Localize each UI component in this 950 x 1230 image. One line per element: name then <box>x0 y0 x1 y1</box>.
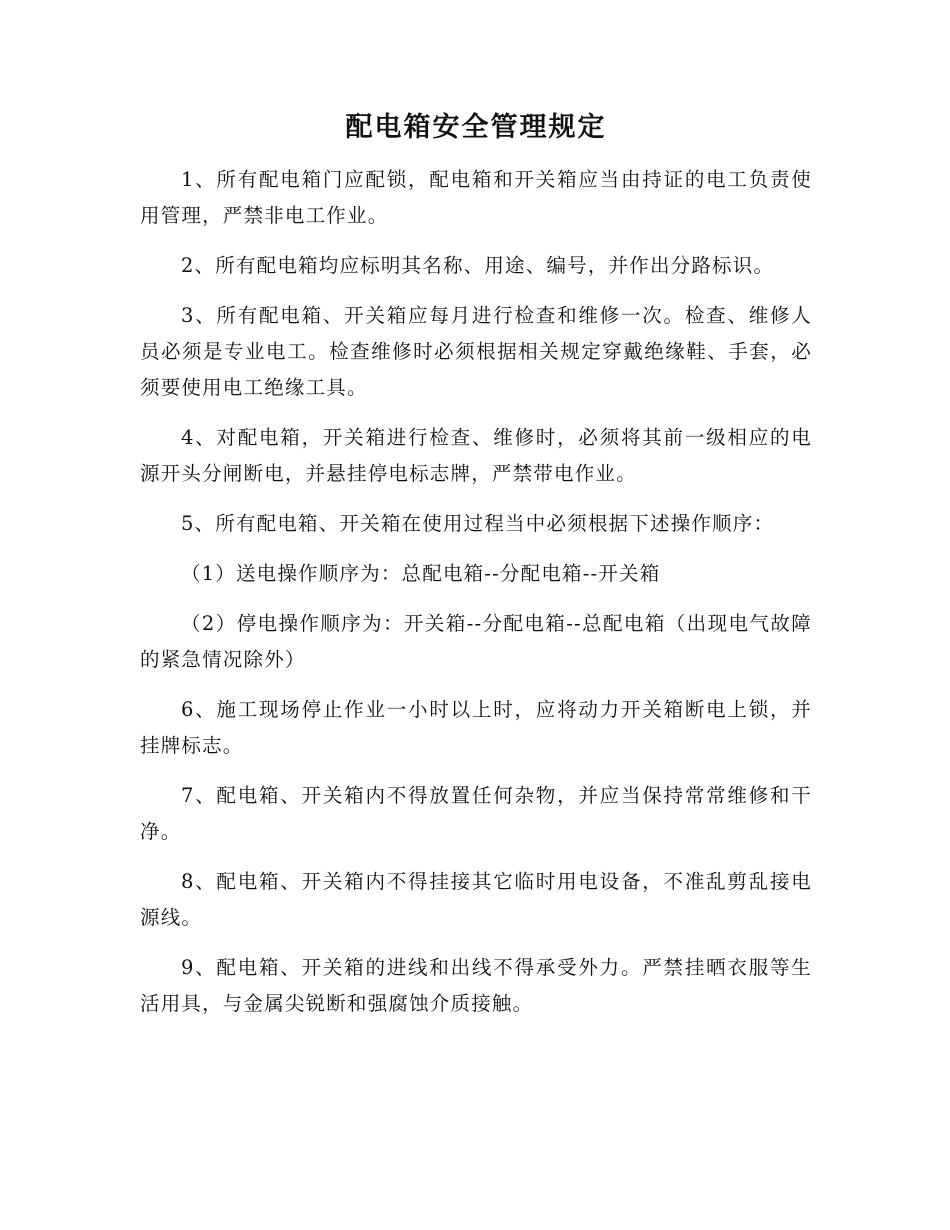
paragraph-5-2: （2）停电操作顺序为：开关箱--分配电箱--总配电箱（出现电气故障的紧急情况除外） <box>140 612 812 671</box>
paragraph-6: 6、施工现场停止作业一小时以上时，应将动力开关箱断电上锁，并挂牌标志。 <box>140 698 812 757</box>
paragraph-2: 2、所有配电箱均应标明其名称、用途、编号，并作出分路标识。 <box>180 254 775 277</box>
document-title: 配电箱安全管理规定 <box>345 112 607 143</box>
paragraph-8: 8、配电箱、开关箱内不得挂接其它临时用电设备，不准乱剪乱接电源线。 <box>140 870 812 929</box>
paragraph-4: 4、对配电箱，开关箱进行检查、维修时，必须将其前一级相应的电源开头分闸断电，并悬挂停电标志牌，严禁带电作业。 <box>140 426 812 485</box>
paragraph-3: 3、所有配电箱、开关箱应每月进行检查和维修一次。检查、维修人员必须是专业电工。检查维修时必须根据相关规定穿戴绝缘鞋、手套，必须要使用电工绝缘工具。 <box>140 304 812 399</box>
paragraph-5-1: （1）送电操作顺序为：总配电箱--分配电箱--开关箱 <box>180 562 661 585</box>
paragraph-1: 1、所有配电箱门应配锁，配电箱和开关箱应当由持证的电工负责使用管理，严禁非电工作业。 <box>140 168 812 227</box>
paragraph-7: 7、配电箱、开关箱内不得放置任何杂物，并应当保持常常维修和干净。 <box>140 784 812 843</box>
paragraph-5: 5、所有配电箱、开关箱在使用过程当中必须根据下述操作顺序： <box>180 512 775 535</box>
document-page <box>140 108 812 1036</box>
paragraph-9: 9、配电箱、开关箱的进线和出线不得承受外力。严禁挂晒衣服等生活用具，与金属尖锐断和强腐蚀介质接触。 <box>140 956 812 1015</box>
